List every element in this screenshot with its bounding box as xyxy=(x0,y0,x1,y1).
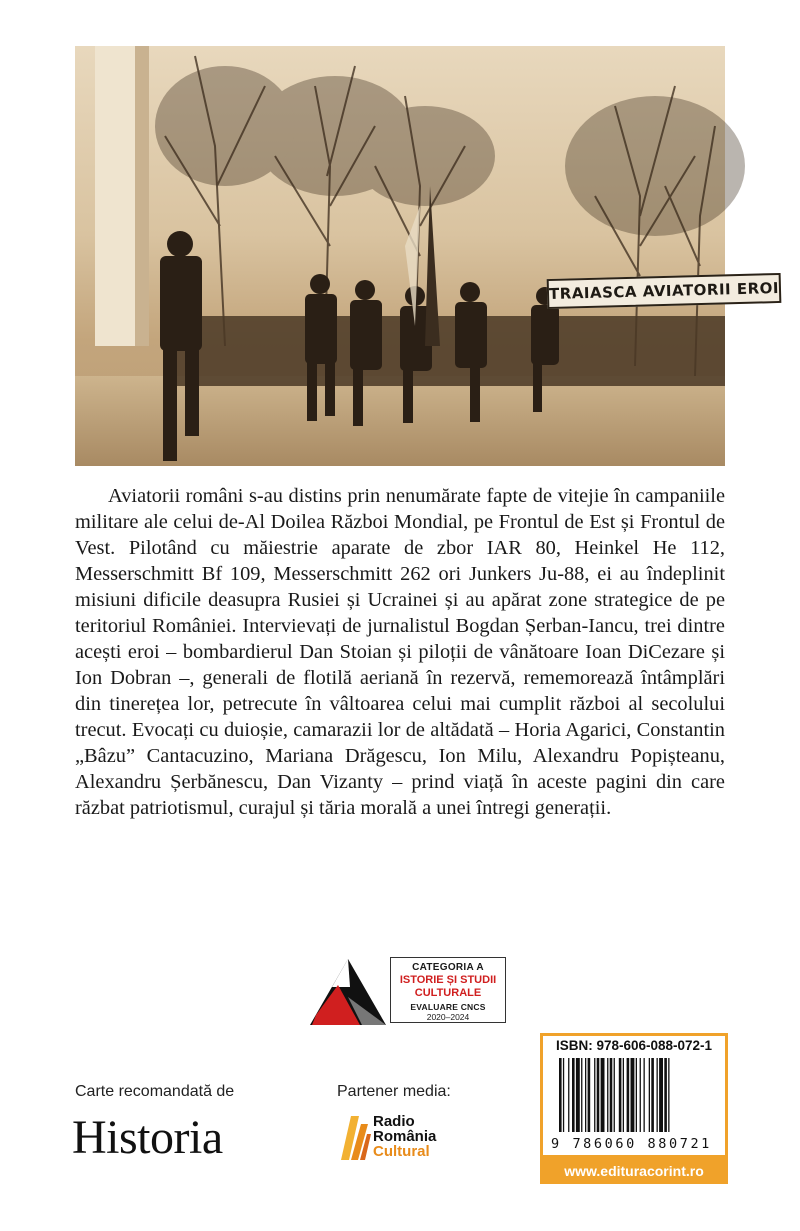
cncs-evaluation: EVALUARE CNCS xyxy=(410,1002,486,1012)
book-description: Aviatorii români s-au distins prin nenumărate fapte de vitejie în campaniile militare ale celui de-Al Doilea Război Mondial, pe Frontul de Est și Frontul de Vest. Pilotând cu măiestrie aparate de zbor IAR 80, Heinkel He 112, Messerschmitt Bf 109, Messerschmitt 262 ori Junkers Ju-88, ei au îndeplinit misiuni dificile deasupra Rusiei și Ucrainei și au apărat zone strategice de pe teritoriul României. Intervievați de jurnalistul Bogdan Șerban-Iancu, trei dintre acești eroi – bombardierul Dan Stoian și piloții de vânătoare Ioan DiCezare și Ion Dobran –, generali de flotilă aeriană în rezervă, rememorează întâmplări din tinerețea lor, petrecute în vâltoarea celui mai cumplit război al secolului trecut. Evocați cu duioșie, camarazii lor de altădată – Horia Agarici, Constantin „Bâzu” Cantacuzino, Mariana Drăgescu, Ion Milu, Alexandru Popișteanu, Alexandru Șerbănescu, Dan Vizanty – prind viață în aceste pagini din care răzbat patriotismul, curajul și tăria morală a unei întregi generații. xyxy=(75,485,725,819)
publisher-website: www.edituracorint.ro xyxy=(540,1158,728,1184)
radio-line1: Radio xyxy=(373,1113,415,1130)
photo-banner: TRAIASCA AVIATORII EROI xyxy=(547,273,782,309)
media-partner-label: Partener media: xyxy=(337,1083,451,1100)
cncs-title-line1: ISTORIE ȘI STUDII xyxy=(399,974,497,986)
isbn-barcode-box xyxy=(540,1033,728,1158)
radio-romania-cultural-logo xyxy=(337,1112,467,1164)
radio-waves-icon xyxy=(337,1112,371,1162)
cncs-years: 2020–2024 xyxy=(426,1012,470,1022)
cncs-category: CATEGORIA A xyxy=(412,962,484,973)
recommendation-label: Carte recomandată de xyxy=(75,1083,235,1100)
isbn-digits: 9 786060 880721 xyxy=(551,1136,712,1152)
parade-photo-illustration xyxy=(75,46,725,466)
radio-line2: România xyxy=(373,1128,437,1145)
barcode-icon xyxy=(557,1058,717,1136)
historia-logo: Historia xyxy=(72,1111,223,1164)
cover-photo xyxy=(75,46,780,466)
cncs-title-line2: CULTURALE xyxy=(414,987,482,999)
isbn-label: ISBN: 978-606-088-072-1 xyxy=(555,1038,713,1053)
cncs-category-badge xyxy=(310,955,506,1027)
cncs-text-box xyxy=(390,957,506,1023)
radio-line3: Cultural xyxy=(373,1143,430,1160)
